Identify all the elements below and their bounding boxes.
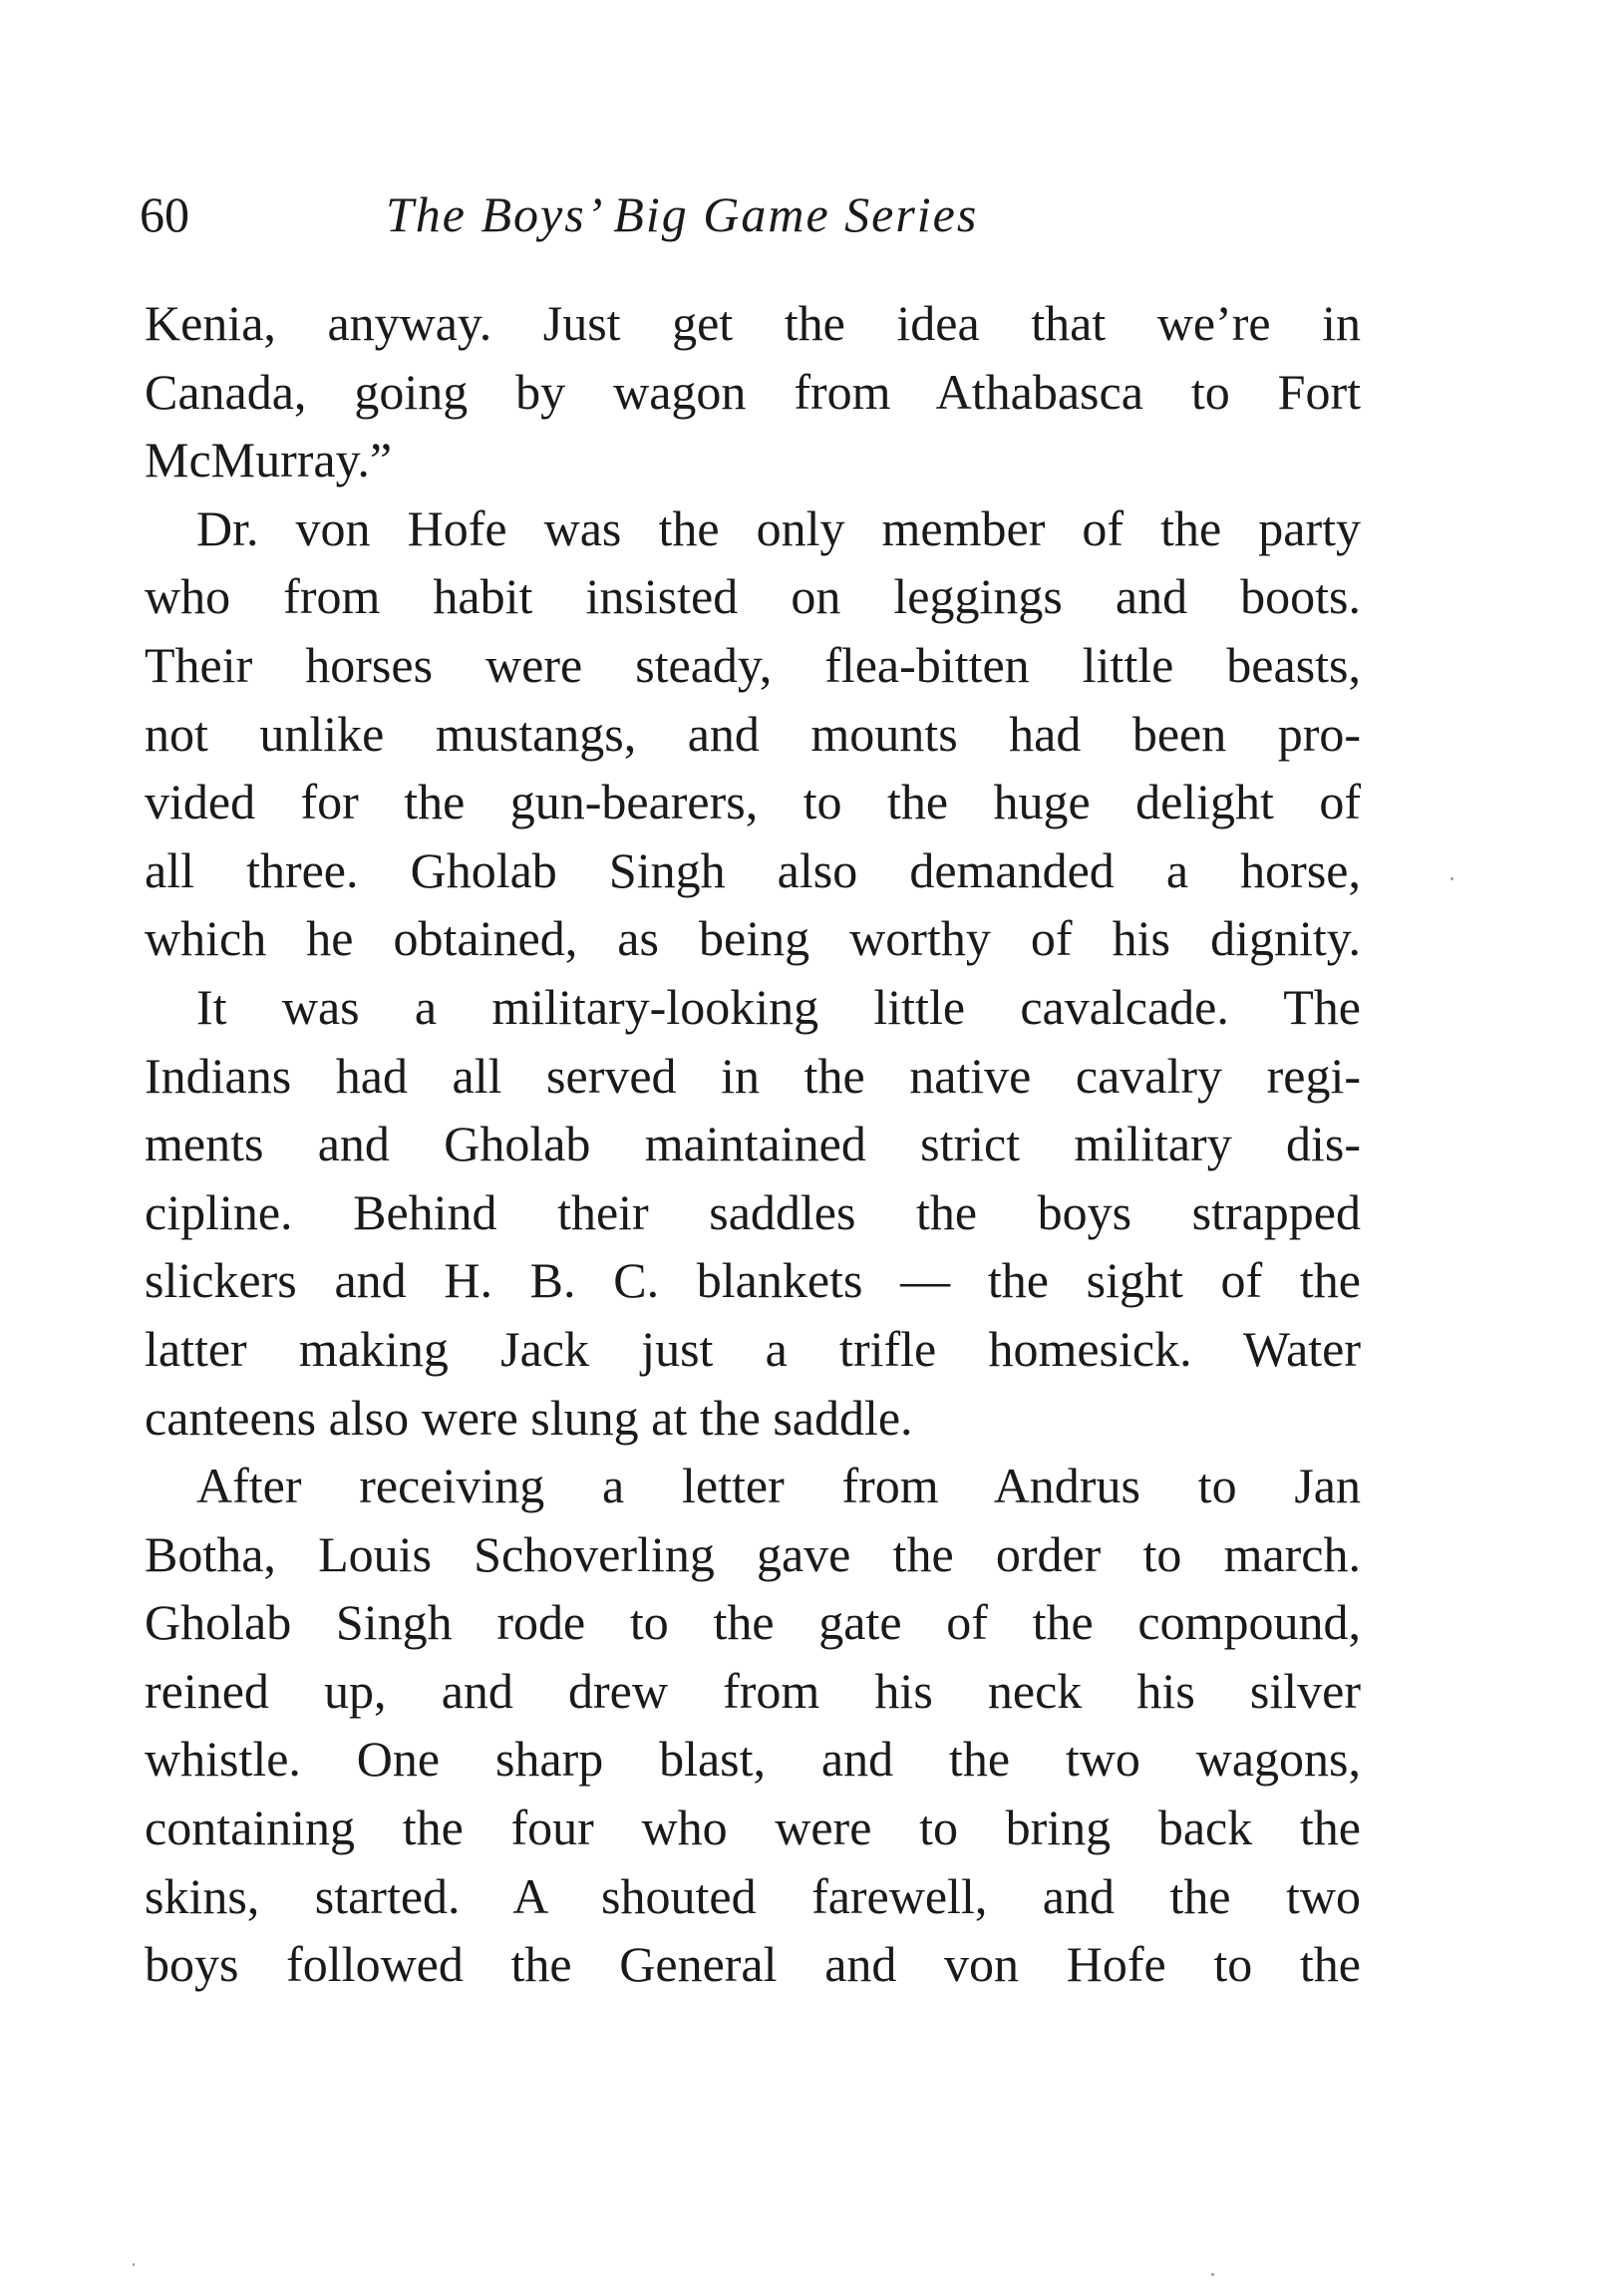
running-title: The Boys’ Big Game Series xyxy=(386,186,979,242)
text-line: whistle. One sharp blast, and the two wagons, xyxy=(145,1731,1361,1788)
text-line: Botha, Louis Schoverling gave the order to march. xyxy=(145,1525,1361,1582)
text-line: Kenia, anyway. Just get the idea that we’re in xyxy=(145,295,1361,351)
text-line: Indians had all served in the native cavalry regi- xyxy=(145,1047,1361,1104)
text-line: vided for the gun-bearers, to the huge delight of xyxy=(145,774,1361,830)
text-line: latter making Jack just a trifle homesick. Water xyxy=(145,1320,1361,1377)
text-line: slickers and H. B. C. blankets — the sight of the xyxy=(145,1252,1361,1309)
page-number: 60 xyxy=(140,186,189,242)
text-line: which he obtained, as being worthy of his dignity. xyxy=(145,910,1361,967)
text-line: cipline. Behind their saddles the boys strapped xyxy=(145,1183,1361,1240)
text-line: reined up, and drew from his neck his silver xyxy=(145,1662,1361,1719)
text-line: Dr. von Hofe was the only member of the party xyxy=(196,499,1361,556)
text-line: who from habit insisted on leggings and boots. xyxy=(145,568,1361,625)
text-line: Canada, going by wagon from Athabasca to Fort xyxy=(145,363,1361,420)
text-line: It was a military-looking little cavalcade. The xyxy=(196,978,1361,1035)
text-line: Their horses were steady, flea-bitten little beasts, xyxy=(145,636,1361,693)
text-line: containing the four who were to bring back the xyxy=(145,1800,1361,1856)
text-line: skins, started. A shouted farewell, and the two xyxy=(145,1867,1361,1924)
text-line: canteens also were slung at the saddle. xyxy=(145,1389,913,1446)
text-line: Gholab Singh rode to the gate of the compound, xyxy=(145,1594,1361,1651)
text-line: ments and Gholab maintained strict military dis- xyxy=(145,1116,1361,1172)
paper-speck xyxy=(133,2263,135,2266)
text-line: all three. Gholab Singh also demanded a horse, xyxy=(145,841,1361,898)
text-line: boys followed the General and von Hofe to the xyxy=(145,1936,1361,1993)
text-line: not unlike mustangs, and mounts had been pro- xyxy=(145,705,1361,762)
running-head xyxy=(140,179,1366,249)
paper-speck xyxy=(1211,2273,1214,2276)
text-line: After receiving a letter from Andrus to Jan xyxy=(196,1458,1361,1514)
body-text xyxy=(145,289,1361,1999)
paper-speck xyxy=(1450,877,1453,880)
text-line: McMurray.” xyxy=(145,432,393,489)
